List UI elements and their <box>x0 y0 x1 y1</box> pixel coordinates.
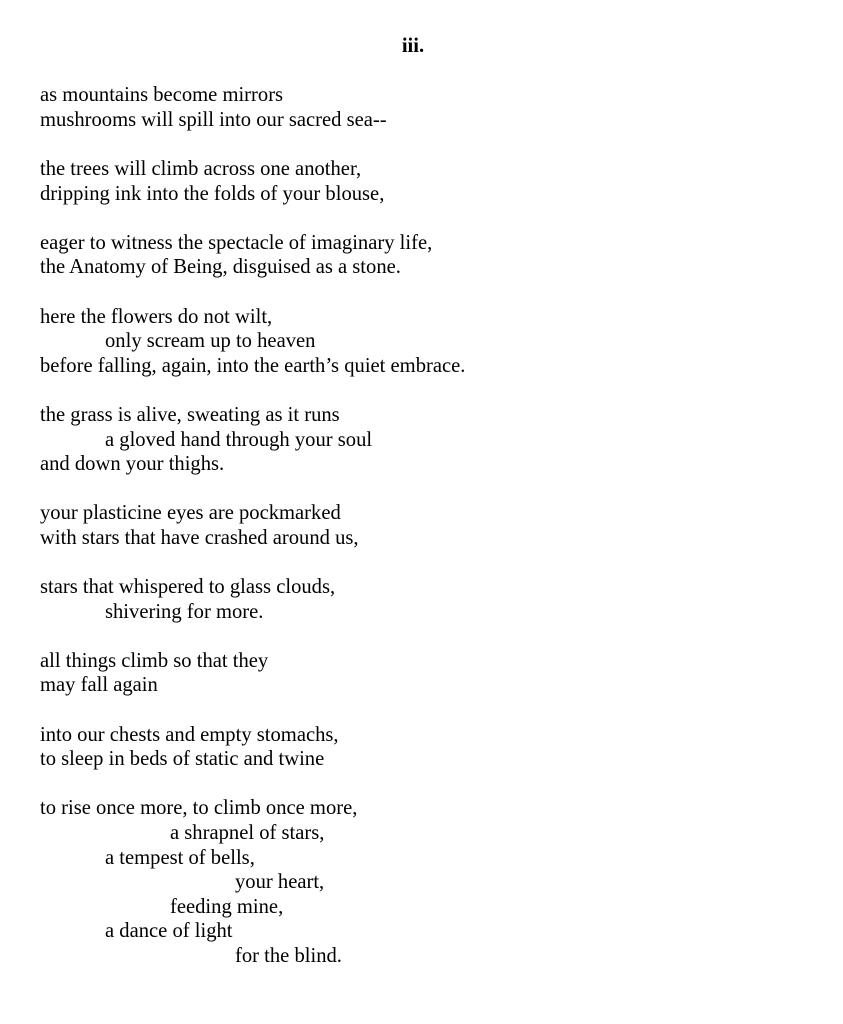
poem-section-number: iii. <box>401 35 425 57</box>
poem-line: feeding mine, <box>170 895 284 918</box>
poem-line: a shrapnel of stars, <box>170 822 325 844</box>
poem-line: the grass is alive, sweating as it runs <box>40 403 340 426</box>
poem-body <box>40 83 786 968</box>
poem-line: to rise once more, to climb once more, <box>40 797 358 820</box>
poem-line: a gloved hand through your soul <box>105 428 373 451</box>
poem-line: with stars that have crashed around us, <box>40 526 359 549</box>
poem-line: before falling, again, into the earth’s quiet embrace. <box>40 354 466 377</box>
poem-line: all things climb so that they <box>40 649 269 672</box>
poem-line: only scream up to heaven <box>105 330 316 353</box>
poem-line: the Anatomy of Being, disguised as a stone. <box>40 256 401 279</box>
poem-line: into our chests and empty stomachs, <box>40 723 339 746</box>
stanza <box>40 305 786 379</box>
poem-line: and down your thighs. <box>40 453 225 476</box>
stanza <box>40 575 786 624</box>
poem-line: eager to witness the spectacle of imaginary life, <box>40 231 433 254</box>
poem-line: to sleep in beds of static and twine <box>40 748 325 771</box>
poem-line: may fall again <box>40 674 158 697</box>
poem-line: the trees will climb across one another, <box>40 157 362 180</box>
stanza <box>40 723 786 772</box>
stanza <box>40 231 786 280</box>
stanza <box>40 501 786 550</box>
stanza <box>40 796 786 968</box>
poem-line: your plasticine eyes are pockmarked <box>40 502 341 525</box>
stanza <box>40 83 786 132</box>
poem-line: here the flowers do not wilt, <box>40 305 273 328</box>
poem-line: dripping ink into the folds of your blouse, <box>40 182 385 205</box>
stanza <box>40 157 786 206</box>
poem-line: shivering for more. <box>105 600 264 623</box>
poem-line: stars that whispered to glass clouds, <box>40 576 336 599</box>
stanza <box>40 403 786 477</box>
poem-line: for the blind. <box>235 944 342 967</box>
poem-line: your heart, <box>235 871 325 894</box>
poem-line: a tempest of bells, <box>105 846 255 869</box>
poem-line: mushrooms will spill into our sacred sea-- <box>40 108 387 131</box>
poem-line: a dance of light <box>105 920 233 943</box>
poem-line: as mountains become mirrors <box>40 84 284 107</box>
stanza <box>40 649 786 698</box>
